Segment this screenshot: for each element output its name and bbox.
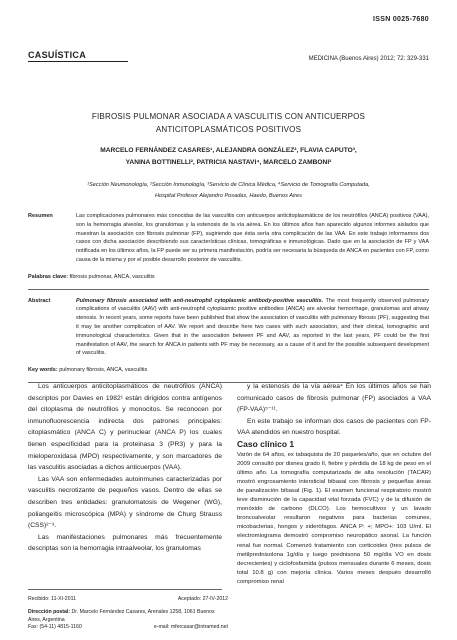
resumen-label: Resumen xyxy=(28,213,53,219)
article-title xyxy=(40,110,417,136)
palabras-clave xyxy=(28,273,429,282)
case-text: Varón de 64 años, ex tabaquista de 20 paquetes/año, que en octubre del 2009 consultó por disnea grado II, fiebre y pérdida de 18 kg de peso en el último año. La tomografía computarizada de alta resolución (TACAR) mostró engrosamiento intersticial bibasal con fibrosis y pequeñas áreas de panalización bibasal (Fig. 1). El examen funcional respiratorio mostró leve disminución de la capacidad vital forzada (FVC) y de la difusión de monóxido de carbono (DLCO). Los hemocultivos y un lavado broncoalveolar resultaron negativos para bacterias comunes, micobacterias, hongos y sideròfagos. ANCA P: +; MPO+: 103 U/ml. El electromiograma demostró compromiso neuropático axonal. La función renal fue normal. Comenzó tratamiento con corticoides (tres pulsos de metilprednisolona 1g/día y luego prednisona 50 mg/día VO en dosis decrecientes) y ciclofosfamida (pulsos mensuales durante 6 meses, dosis total 10.8 g) con mejoría clínica. Varios meses después desarrolló compromiso renal xyxy=(237,451,431,585)
abstracts-block xyxy=(28,212,429,383)
keywords xyxy=(28,366,429,375)
title-line: FIBROSIS PULMONAR ASOCIADA A VASCULITIS CON ANTICUERPOS xyxy=(91,112,366,121)
title-line: ANTICITOPLASMÁTICOS POSITIVOS xyxy=(155,125,302,134)
affiliation-line: ¹Sección Neumonología, ²Sección Inmunología, ³Servicio de Clínica Médica, ⁴Servicio de Tomografía Computada, xyxy=(87,182,370,188)
authors-line: YANINA BOTTINELLI², PATRICIA NASTAVI⁴, MARCELO ZAMBONI² xyxy=(125,159,332,166)
received-date: Recibido: 11-XI-2011 xyxy=(28,596,76,602)
fax: Fax: (54-11) 4815-1160 xyxy=(28,624,82,631)
abstract-text: The most frequently observed pulmonary complications of vasculitis (AAV) with anti-neutrophil cytoplasmic positive antibodies (ANCA) are alveolar hemorrhage, granulomas and airway stenosis. In recent years, some reports have been published that show the association of vasculitis with pulmonary fibrosis (PF), suggesting that it may be another complication of AAV. We report and describe here two cases with such association, and their clinical, tomographic and immunological characteristics. Given that in the association between PF and AAV, as reported in the last years, PF could be the first manifestation of AAV, the search for ANCA in patients with PF may be necessary, as a cause of it and for the possible subsequent development of vasculitis. xyxy=(76,297,429,357)
email-link[interactable]: e-mail: mfercasar@intramed.net xyxy=(153,624,228,631)
footer-divider xyxy=(28,589,222,590)
abstract-title: Pulmonary fibrosis associated with anti-neutrophil cytoplasmic antibody-positive vasculitis. xyxy=(76,297,324,304)
section-label: CASUÍSTICA xyxy=(28,50,128,62)
abstract xyxy=(28,297,429,359)
body-paragraph: Las VAA son enfermedades autoinmunes caracterizadas por vasculitis necrotizante de pequeños vasos. Dentro de ellas se describen tres entidades: granulomatosis de Wegener (WG), poliangeítis microscópica (MPA) y síndrome de Churg Strauss (CSS)²⁻³. xyxy=(28,475,222,530)
body-paragraph: En este trabajo se informan dos casos de pacientes con FP-VAA atendidos en nuestro hospital. xyxy=(237,417,431,437)
left-column xyxy=(28,381,222,555)
accepted-date: Aceptado: 27-IV-2012 xyxy=(177,596,228,602)
keywords-text: pulmonary fibrosis, ANCA, vasculitis xyxy=(59,367,148,374)
resumen xyxy=(28,212,429,265)
address-text: Dr. Marcelo Fernández Casares, Arenales 1258, 1061 Buenos Aires, Argentina xyxy=(28,609,215,623)
body-paragraph: Los anticuerpos anticitoplasmáticos de neutrófilos (ANCA) descriptos por Davies en 1982¹ están dirigidos contra antígenos del citoplasma de neutrófilos y monocitos. Se reconocen por inmunofluorescencia indirecta dos patrones principales: citoplasmático (ANCA C) y perinuclear (ANCA P) los cuales tienen especificidad para la proteinasa 3 (PR3) y para la mieloperoxidasa (MPO) respectivamente, y son marcadores de las vasculitis asociadas a dichos anticuerpos (VAA). xyxy=(28,383,222,472)
address-label: Dirección postal: xyxy=(28,609,71,616)
affiliation-line: Hospital Profesor Alejandro Posadas, Haedo, Buenos Aires xyxy=(155,192,302,199)
keywords-label: Key words: xyxy=(28,367,58,374)
palabras-text: fibrosis pulmonar, ANCA, vasculitis xyxy=(69,273,155,280)
right-column xyxy=(237,381,431,587)
body-paragraph: y la estenosis de la vía aérea⁴ En los últimos años se han comunicado casos de fibrosis pulmonar (FP) asociados a VAA (FP-VAA)⁵⁻¹¹. xyxy=(237,383,431,414)
footnote xyxy=(28,596,228,632)
divider xyxy=(28,289,429,290)
body-paragraph: Las manifestaciones pulmonares más frecuentemente descriptas son la hemorragia intraalveolar, los granulomas xyxy=(28,533,222,553)
journal-citation: MEDICINA (Buenos Aires) 2012; 72: 329-331 xyxy=(308,56,429,62)
affiliations xyxy=(50,180,407,201)
abstract-label: Abstract xyxy=(28,297,51,304)
case-heading: Caso clínico 1 xyxy=(237,438,295,449)
palabras-label: Palabras clave: xyxy=(28,273,69,280)
resumen-text: Las complicaciones pulmonares más conocidas de las vasculitis con anticuerpos anticitoplasmáticos de los neutrófilos (ANCA) positivos (VAA), son la hemorragia alveolar, los granulomas y la estenosis de la vía aérea. En los últimos años han aparecido algunos informes aislados que muestran la asociación con fibrosis pulmonar (FP), sugiriendo que ésta sería otra complicación de las VAA. En este trabajo informamos dos casos con dicha asociación describiendo sus características clínicas, tomográficas e inmunológicas. Dado que en la asociación de FP y VAA notificada en los últimos años, la FP puede ser su primera manifestación, podría ser necesaria la búsqueda de ANCA en pacientes con FP, como causa de la misma y por el posible desarrollo posterior de vasculitis. xyxy=(76,213,429,263)
authors xyxy=(40,145,417,169)
issn: ISSN 0025-7680 xyxy=(373,16,429,23)
authors-line: MARCELO FERNÁNDEZ CASARES¹, ALEJANDRA GONZÁLEZ², FLAVIA CAPUTO³, xyxy=(100,147,357,154)
